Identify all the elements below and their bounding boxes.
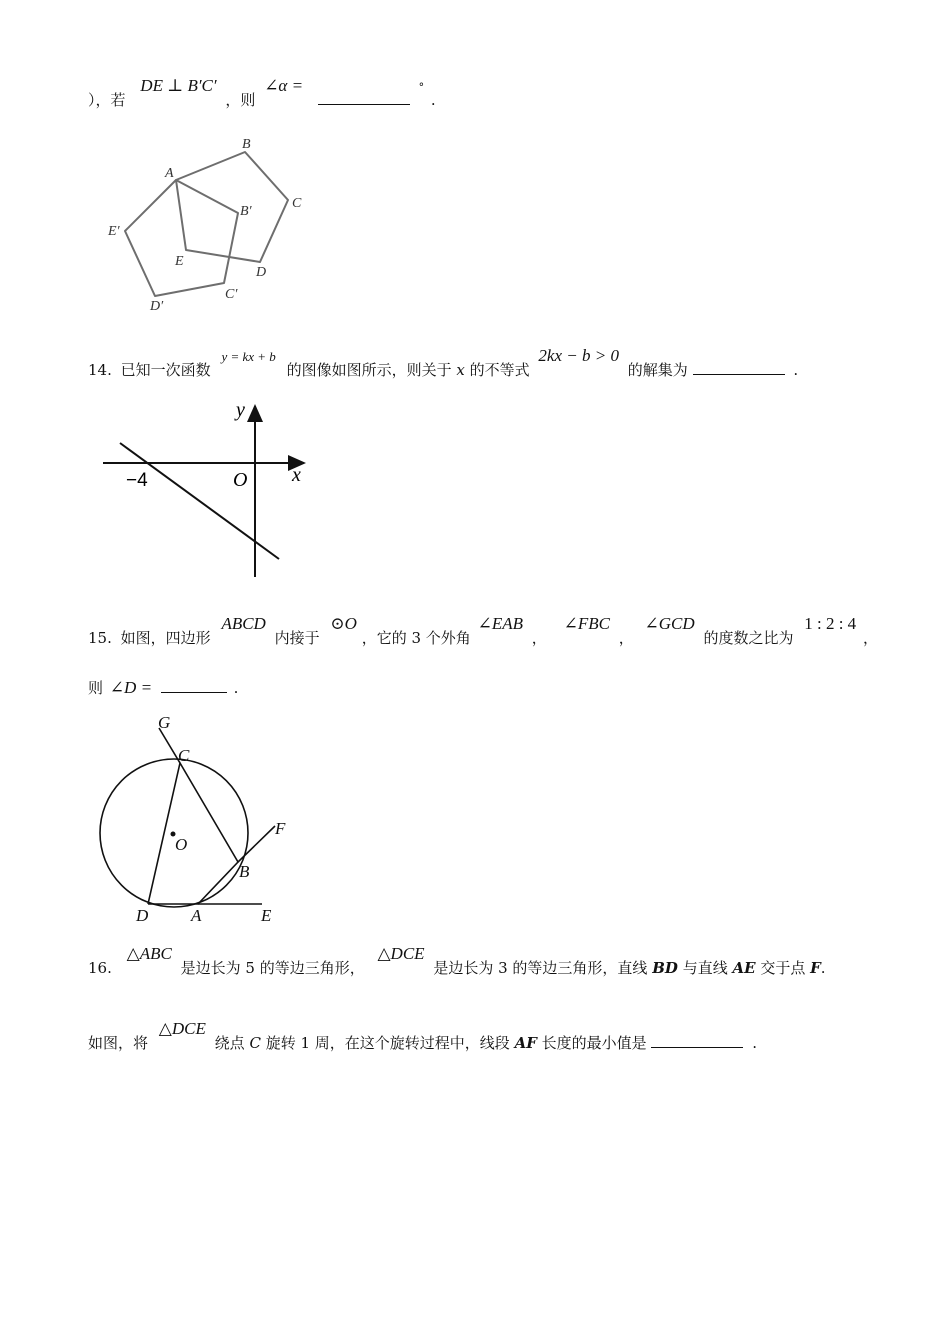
- q13-answer-blank[interactable]: [318, 90, 410, 105]
- q15-number: 15.: [88, 629, 112, 647]
- figure-13-pentagons: [100, 130, 320, 320]
- q13-math-cond: DE ⊥ B′C′: [140, 76, 217, 95]
- q16-number: 16.: [88, 959, 112, 977]
- line-gc: [159, 728, 180, 763]
- label-e: E: [261, 906, 272, 925]
- q14-var-x: x: [456, 361, 465, 379]
- q15-math-a1: ∠EAB: [477, 614, 523, 633]
- q16-period-b: .: [752, 1034, 758, 1052]
- q16-line2-text2: 绕点: [214, 1034, 245, 1052]
- q14-text4: 的解集为: [627, 361, 688, 379]
- intercept-label: −4: [126, 470, 148, 491]
- q15-math-a2: ∠FBC: [563, 614, 610, 633]
- q16-text1: 是边长为 5 的等边三角形，: [180, 959, 365, 977]
- q16-line2-text3: 旋转 1 周，在这个旋转过程中，线段: [265, 1034, 510, 1052]
- y-axis-label: y: [236, 399, 245, 421]
- q15-line2: [88, 678, 238, 698]
- label-a: A: [165, 166, 174, 181]
- q16-text2: 是边长为 3 的等边三角形，直线: [433, 959, 648, 977]
- label-e: E: [175, 254, 184, 269]
- q13-math-angle: ∠α =: [264, 76, 304, 95]
- q15-comma1: ，: [531, 629, 547, 647]
- label-g: G: [158, 713, 171, 732]
- q15-math-quad: ABCD: [221, 614, 266, 633]
- q16-text4: 交于点: [760, 959, 806, 977]
- q13-comma-then: ，则: [225, 91, 256, 109]
- q15-line1: [88, 614, 878, 648]
- line-bf: [238, 826, 275, 862]
- q14-math-ineq: 2kx − b > 0: [538, 346, 619, 365]
- q16-math-t2: △DCE: [377, 944, 425, 963]
- q15-answer-blank[interactable]: [161, 678, 227, 693]
- label-o: O: [175, 835, 188, 854]
- label-b-prime: B′: [240, 204, 252, 219]
- q15-comma3: ，: [862, 629, 878, 647]
- q13-paren: ），若: [88, 91, 126, 109]
- q13-period: .: [430, 91, 436, 109]
- q15-math-circle: ⊙O: [330, 614, 357, 633]
- q16-line2-text1: 如图，将: [88, 1034, 149, 1052]
- figure-15-circle: [95, 708, 295, 930]
- q16-answer-blank[interactable]: [651, 1033, 743, 1048]
- q15-text4: 的度数之比为: [703, 629, 794, 647]
- figure-14-graph: [100, 395, 310, 585]
- q16-period-a: .: [820, 959, 826, 977]
- label-c-prime: C′: [225, 287, 238, 302]
- q13-line: [88, 76, 436, 112]
- q16-text3: 与直线: [682, 959, 728, 977]
- q15-line2-prefix: 则: [88, 679, 104, 697]
- pentagon-ab1c1d1e1: [125, 180, 238, 296]
- q14-text3: 的不等式: [469, 361, 530, 379]
- q14-text1: 已知一次函数: [120, 361, 211, 379]
- origin-label: O: [233, 469, 248, 491]
- quadrilateral-abcd: [148, 763, 238, 904]
- q16-f: F: [810, 959, 821, 977]
- x-axis-label: x: [292, 464, 301, 486]
- q15-math-d: ∠D =: [109, 678, 153, 697]
- label-b: B: [239, 862, 250, 881]
- label-d: D: [136, 906, 149, 925]
- q14-period: .: [793, 361, 799, 379]
- q16-ae: AE: [732, 959, 756, 977]
- q16-var-c: C: [249, 1034, 261, 1052]
- label-d: D: [256, 265, 267, 280]
- q16-line1: [88, 944, 826, 978]
- label-c: C: [178, 746, 190, 765]
- label-f: F: [275, 819, 286, 838]
- q16-var-af: AF: [514, 1034, 537, 1052]
- q14-answer-blank[interactable]: [693, 360, 785, 375]
- q16-line2: [88, 1019, 758, 1053]
- label-b: B: [242, 137, 251, 152]
- q15-period: .: [233, 679, 239, 697]
- q15-comma2: ，: [618, 629, 634, 647]
- label-a: A: [191, 906, 202, 925]
- q14-line: [88, 346, 799, 381]
- q13-degree: °: [418, 81, 425, 94]
- q16-math-t3: △DCE: [158, 1019, 206, 1038]
- q15-math-a3: ∠GCD: [644, 614, 695, 633]
- q16-math-t1: △ABC: [126, 944, 172, 963]
- label-e-prime: E′: [108, 224, 120, 239]
- q16-line2-text4: 长度的最小值是: [541, 1034, 647, 1052]
- q16-bd: BD: [652, 959, 678, 977]
- q15-text2: 内接于: [274, 629, 320, 647]
- q15-text3: ，它的 3 个外角: [361, 629, 471, 647]
- q14-number: 14.: [88, 361, 112, 379]
- q14-math-func: y = kx + b: [221, 349, 276, 364]
- q15-text1: 如图，四边形: [120, 629, 211, 647]
- q15-math-ratio: 1 : 2 : 4: [804, 614, 857, 633]
- label-d-prime: D′: [150, 299, 164, 314]
- label-c: C: [292, 196, 302, 211]
- q14-text2: 的图像如图所示，则关于: [286, 361, 452, 379]
